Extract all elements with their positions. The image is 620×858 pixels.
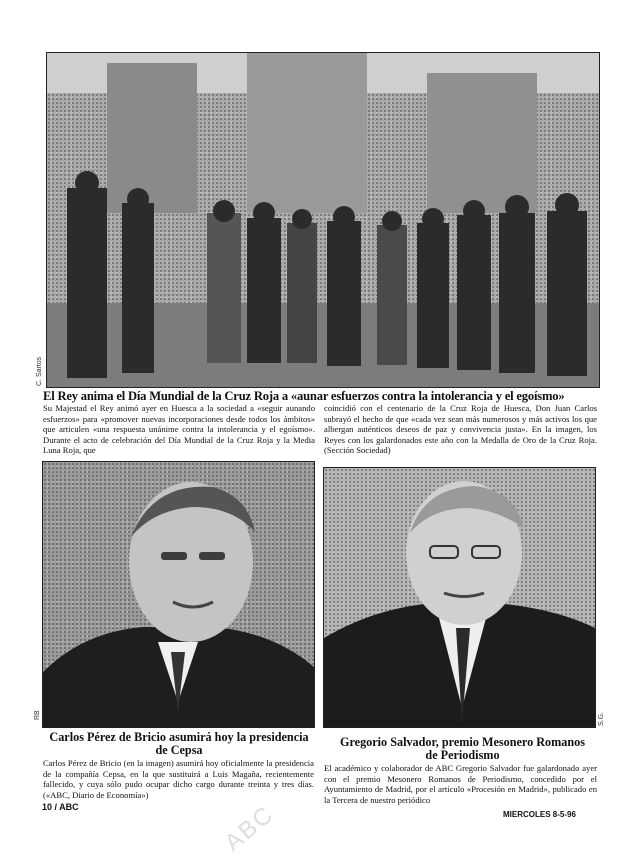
page-folio: 10 / ABC bbox=[42, 802, 79, 812]
story-left-headline: Carlos Pérez de Bricio asumirá hoy la presidencia de Cepsa bbox=[49, 730, 309, 757]
top-photo bbox=[46, 52, 600, 388]
photo-credit-right: S.G. bbox=[598, 711, 605, 726]
top-story-body-col1: Su Majestad el Rey animó ayer en Huesca a la sociedad a «seguir aunando esfuerzos» para «promover nuevas incorporaciones desde todos los ámbitos» que articulen «una respuesta unánime contra la intolerancia y el egoísmo». Durante el acto de celebración del Día Mundial de la Cruz Roja y la Media Luna Roja, que bbox=[43, 403, 315, 456]
portrait-left-figure bbox=[43, 462, 314, 727]
top-photo-scene bbox=[47, 53, 599, 387]
top-story-headline: El Rey anima el Día Mundial de la Cruz Roja a «aunar esfuerzos contra la intolerancia y el egoísmo» bbox=[43, 389, 565, 403]
portrait-right bbox=[323, 467, 596, 728]
story-right-headline: Gregorio Salvador, premio Mesonero Romanos de Periodismo bbox=[340, 735, 585, 762]
portrait-left bbox=[42, 461, 315, 728]
top-story-body-col2: coincidió con el centenario de la Cruz Roja de Huesca, Don Juan Carlos subrayó el hecho de que «cada vez sean más numerosos y más activos los que albergan auténticos deseos de paz y convivencia justa». En la imagen, los Reyes con los galardonados este año con la Medalla de Oro de la Cruz Roja. (Sección Sociedad) bbox=[324, 403, 597, 456]
story-left-body: Carlos Pérez de Bricio (en la imagen) asumirá hoy oficialmente la presidencia de la compañía Cepsa, en la que sustituirá a Luis Magaña, recientemente fallecido, y cuya sólo pudo ocupar dicho cargo durante treinta y tres días. («ABC, Diario de Economía») bbox=[43, 758, 314, 800]
portrait-right-figure bbox=[324, 468, 595, 727]
photo-credit-left: RB bbox=[34, 710, 41, 720]
watermark-4: ABC bbox=[219, 800, 280, 857]
story-right-body: El académico y colaborador de ABC Gregorio Salvador fue galardonado ayer con el premio Mesonero Romanos de Periodismo, concedido por el Ayuntamiento de Madrid, por el artículo «Procesión en Madrid», publicado en la Tercera de nuestro periódico bbox=[324, 763, 597, 805]
photo-credit-top: C. Sartos bbox=[36, 356, 43, 386]
page-date: MIERCOLES 8-5-96 bbox=[503, 810, 576, 819]
